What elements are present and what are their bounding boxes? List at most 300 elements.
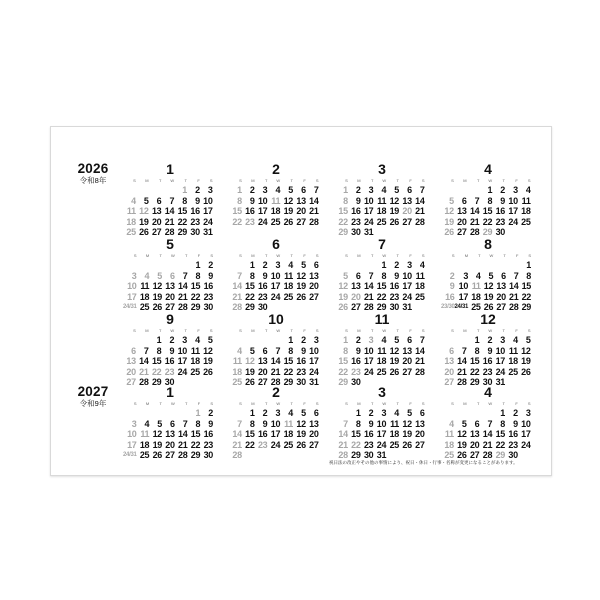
day-cell: 21 — [164, 216, 175, 227]
day-cell: 7 — [313, 185, 319, 195]
week-row — [441, 367, 531, 378]
day-cell: 5 — [288, 185, 293, 195]
day-cell: 29 — [469, 377, 480, 388]
year-number: 2026 — [77, 161, 109, 176]
day-cell — [175, 260, 188, 271]
day-cell: 26 — [152, 450, 162, 461]
day-cell: 13 — [351, 281, 361, 292]
day-cell: 12 — [389, 345, 399, 356]
weekday-header: S — [210, 401, 213, 406]
weekday-header: W — [170, 253, 175, 258]
day-cell: 23 — [203, 291, 213, 302]
day-cell: 26 — [203, 366, 213, 377]
weekday-header: F — [515, 328, 518, 333]
month-number: 1 — [166, 384, 174, 400]
day-cell: 12 — [521, 345, 531, 356]
day-cell: 15 — [495, 429, 505, 440]
month-day-grid — [229, 252, 319, 313]
day-cell: 2 — [169, 335, 175, 345]
day-cell: 19 — [203, 356, 213, 367]
weekday-header: T — [264, 401, 268, 406]
day-cell: 14 — [482, 429, 493, 440]
day-cell: 13 — [402, 195, 412, 206]
day-cell: 1 — [381, 260, 387, 270]
day-cell: 1 — [526, 260, 531, 270]
day-cell: 4 — [237, 345, 242, 356]
day-cell: 3 — [131, 418, 137, 429]
day-cell: 8 — [487, 195, 493, 206]
month-day-grid — [123, 327, 213, 388]
weekday-header: S — [527, 178, 531, 183]
weekday-header: S — [345, 178, 348, 183]
day-cell: 29 — [338, 227, 348, 238]
weekday-header: M — [251, 253, 255, 258]
day-cell: 9 — [513, 418, 518, 429]
week-row — [335, 206, 425, 217]
weekday-header: T — [159, 253, 162, 258]
day-cell: 2 — [208, 408, 213, 418]
day-cell: 11 — [390, 418, 399, 429]
day-cell: 9 — [487, 345, 493, 356]
weekday-header-row — [441, 252, 531, 260]
week-row — [229, 335, 319, 346]
day-cell: 19 — [296, 429, 306, 440]
day-cell: 22 — [190, 439, 201, 450]
day-cell: 7 — [275, 345, 281, 356]
week-row — [123, 408, 213, 419]
day-cell — [454, 335, 467, 346]
month-number: 2 — [272, 384, 280, 400]
day-cell: 3 — [182, 335, 187, 345]
weekday-header: S — [421, 178, 425, 183]
day-cell: 27 — [151, 227, 162, 238]
weekday-header: W — [170, 401, 175, 406]
day-cell: 1 — [355, 408, 361, 418]
day-cell: 17 — [257, 206, 268, 217]
day-cell: 10 — [127, 429, 137, 440]
day-cell: 13 — [415, 418, 425, 429]
day-cell: 23 — [351, 216, 361, 227]
day-cell: 1 — [237, 185, 242, 195]
day-cell: 7 — [487, 418, 493, 429]
day-cell: 19 — [389, 356, 399, 367]
day-cell: 2 — [301, 335, 306, 345]
day-cell: 9 — [301, 345, 306, 356]
day-cell: 17 — [203, 206, 213, 217]
month-number: 3 — [378, 161, 386, 177]
day-cell: 21 — [508, 291, 519, 302]
day-cell — [280, 450, 293, 461]
day-cell: 19 — [521, 356, 531, 367]
day-cell: 24/31 — [454, 304, 469, 311]
day-cell: 26 — [296, 439, 306, 450]
month-block — [229, 311, 319, 388]
day-cell: 6 — [474, 418, 480, 429]
day-cell: 19 — [152, 291, 162, 302]
day-cell: 13 — [444, 356, 454, 367]
day-cell: 20 — [496, 291, 506, 302]
day-cell: 11 — [508, 345, 518, 356]
day-cell: 25 — [389, 439, 399, 450]
day-cell: 20 — [444, 366, 454, 377]
day-cell: 10 — [376, 418, 387, 429]
day-cell: 11 — [377, 195, 387, 206]
month-number: 4 — [484, 161, 492, 177]
weekday-header: S — [239, 401, 242, 406]
day-cell: 14 — [508, 281, 519, 292]
day-cell — [454, 408, 467, 419]
day-cell: 1 — [487, 185, 493, 195]
day-cell: 5 — [249, 345, 255, 356]
month-number: 8 — [484, 236, 492, 252]
day-cell: 22 — [177, 216, 187, 227]
day-cell: 16 — [482, 356, 493, 367]
weekday-header: W — [489, 253, 494, 258]
day-cell: 21 — [469, 216, 480, 227]
day-cell: 25 — [376, 216, 387, 227]
day-cell: 27 — [165, 302, 175, 313]
day-cell: 8 — [500, 418, 505, 429]
day-cell: 5 — [157, 418, 162, 429]
day-cell — [441, 335, 454, 346]
weekday-header: S — [133, 253, 137, 258]
day-cell: 26 — [338, 302, 348, 313]
day-cell: 31 — [309, 377, 319, 388]
weekday-header-row — [229, 252, 319, 260]
weekday-header: S — [345, 401, 348, 406]
month-number: 1 — [166, 161, 174, 177]
weekday-header: W — [488, 178, 493, 183]
day-cell: 11 — [471, 281, 481, 292]
day-cell: 24/31 — [123, 452, 137, 459]
day-cell: 10 — [363, 195, 374, 206]
day-cell: 29 — [482, 227, 493, 238]
day-cell: 3 — [525, 408, 531, 418]
day-cell: 25 — [471, 302, 481, 313]
day-cell — [441, 408, 454, 419]
day-cell: 15 — [482, 206, 493, 217]
weekday-header: S — [451, 253, 455, 258]
weekday-header: W — [170, 328, 175, 333]
week-row — [335, 281, 425, 292]
day-cell: 22 — [338, 366, 348, 377]
week-row — [123, 356, 213, 367]
month-number: 2 — [272, 161, 280, 177]
day-cell: 28 — [270, 377, 281, 388]
day-cell: 29 — [351, 450, 361, 461]
weekday-header: F — [515, 178, 518, 183]
week-row — [335, 292, 425, 303]
day-cell: 21 — [415, 206, 425, 217]
day-cell: 11 — [444, 429, 454, 440]
day-cell: 6 — [461, 195, 467, 206]
weekday-header-row — [335, 177, 425, 185]
day-cell: 20 — [296, 206, 306, 217]
day-cell: 1 — [156, 335, 162, 345]
day-cell: 31 — [402, 302, 412, 313]
day-cell: 10 — [257, 195, 268, 206]
day-cell: 9 — [262, 418, 268, 429]
month-number: 4 — [484, 384, 492, 400]
day-cell: 4 — [131, 195, 136, 206]
weekday-header: F — [303, 328, 306, 333]
day-cell: 10 — [270, 418, 281, 429]
day-cell: 10 — [521, 418, 531, 429]
day-cell: 3 — [407, 260, 412, 270]
day-cell: 1 — [288, 335, 293, 345]
week-row — [123, 346, 213, 357]
weekday-header: W — [488, 401, 493, 406]
day-cell: 7 — [419, 335, 425, 345]
day-cell: 25 — [376, 366, 387, 377]
day-cell: 6 — [419, 408, 425, 418]
week-row — [441, 271, 531, 282]
weekday-header: T — [184, 178, 187, 183]
day-cell: 24/31 — [123, 304, 137, 311]
day-cell: 5 — [407, 408, 412, 418]
day-cell — [229, 408, 242, 419]
year-2027-label — [71, 384, 115, 409]
weekday-header: F — [197, 253, 201, 258]
day-cell: 12 — [139, 206, 149, 217]
day-cell: 4 — [275, 185, 281, 195]
month-day-grid — [123, 400, 213, 461]
day-cell — [137, 408, 150, 419]
day-cell: 11 — [126, 206, 136, 217]
week-row — [229, 271, 319, 282]
day-cell: 4 — [381, 335, 387, 345]
day-cell: 1 — [343, 335, 348, 345]
day-cell: 24 — [376, 439, 387, 450]
day-cell: 24 — [177, 366, 187, 377]
weekday-header: F — [409, 401, 412, 406]
week-row — [229, 217, 319, 228]
day-cell: 3 — [368, 185, 374, 195]
day-cell: 5 — [157, 270, 162, 281]
day-cell: 15 — [351, 429, 361, 440]
day-cell: 20 — [402, 356, 412, 367]
day-cell: 26 — [296, 291, 306, 302]
day-cell: 30 — [351, 377, 361, 388]
day-cell: 20 — [402, 206, 412, 217]
month-number: 10 — [268, 311, 284, 327]
day-cell: 26 — [457, 450, 467, 461]
day-cell: 9 — [500, 195, 505, 206]
era-name: 令和8年 — [79, 176, 107, 185]
day-cell: 16 — [363, 429, 374, 440]
day-cell: 3 — [313, 335, 319, 345]
weekday-header: T — [290, 178, 293, 183]
weekday-header: F — [197, 401, 201, 406]
week-row — [441, 408, 531, 419]
day-cell: 7 — [237, 418, 242, 429]
day-cell: 17 — [495, 356, 505, 367]
month-day-grid — [229, 177, 319, 227]
day-cell: 26 — [283, 216, 293, 227]
day-cell: 20 — [165, 439, 175, 450]
week-row — [229, 196, 319, 207]
day-cell: 21 — [482, 439, 493, 450]
week-row — [441, 356, 531, 367]
day-cell: 21 — [232, 291, 242, 302]
day-cell: 5 — [143, 195, 149, 206]
day-cell: 19 — [389, 206, 399, 217]
day-cell: 3 — [381, 408, 387, 418]
day-cell: 26 — [389, 366, 399, 377]
day-cell: 8 — [526, 270, 531, 281]
weekday-header: T — [264, 328, 268, 333]
week-row — [441, 206, 531, 217]
day-cell: 13 — [309, 270, 319, 281]
day-cell: 7 — [513, 270, 519, 281]
day-cell: 23 — [363, 439, 374, 450]
day-cell: 9 — [169, 345, 175, 356]
day-cell: 23/30 — [441, 304, 455, 311]
day-cell: 17 — [177, 356, 187, 367]
day-cell: 8 — [474, 345, 480, 356]
day-cell — [123, 185, 136, 196]
month-day-grid — [123, 252, 213, 313]
day-cell: 8 — [195, 270, 201, 281]
day-cell: 15 — [245, 429, 255, 440]
day-cell: 3 — [275, 408, 281, 418]
day-cell: 17 — [363, 206, 374, 217]
day-cell: 12 — [483, 281, 494, 292]
weekday-header: T — [185, 401, 188, 406]
day-cell: 13 — [309, 418, 319, 429]
day-cell: 17 — [127, 291, 137, 302]
day-cell: 30 — [363, 450, 374, 461]
week-row — [229, 419, 319, 430]
day-cell: 4 — [144, 418, 150, 429]
day-cell: 6 — [131, 345, 136, 356]
day-cell: 5 — [525, 335, 531, 345]
day-cell: 1 — [182, 185, 187, 195]
day-cell: 13 — [165, 429, 175, 440]
day-cell: 15 — [338, 206, 348, 217]
day-cell — [518, 450, 531, 461]
day-cell: 26 — [521, 366, 531, 377]
day-cell — [229, 260, 242, 271]
day-cell: 30 — [190, 227, 200, 238]
day-cell: 16 — [164, 356, 175, 367]
day-cell: 28 — [482, 450, 493, 461]
holiday-change-note: 祝日法の改正やその他の事情により、祝日・休日・行事・名称が変更になることがあります。 — [329, 460, 518, 465]
day-cell: 20 — [309, 429, 319, 440]
day-cell: 17 — [376, 429, 387, 440]
weekday-header: M — [145, 178, 149, 183]
day-cell: 9 — [449, 281, 455, 292]
day-cell: 14 — [164, 206, 175, 217]
day-cell: 16 — [495, 206, 505, 217]
day-cell: 17 — [508, 206, 518, 217]
day-cell: 4 — [288, 260, 293, 270]
day-cell: 12 — [389, 195, 399, 206]
day-cell — [123, 408, 137, 419]
month-block — [123, 311, 213, 388]
weekday-header: F — [515, 253, 519, 258]
day-cell — [149, 408, 162, 419]
day-cell: 25 — [415, 291, 425, 302]
day-cell: 22 — [245, 439, 255, 450]
day-cell: 28 — [164, 227, 175, 238]
month-block — [441, 236, 531, 313]
week-row — [229, 206, 319, 217]
day-cell: 10 — [363, 345, 374, 356]
weekday-header: T — [396, 328, 399, 333]
day-cell: 6 — [156, 195, 162, 206]
day-cell — [149, 185, 162, 196]
weekday-header: T — [158, 328, 162, 333]
weekday-header: W — [276, 253, 281, 258]
day-cell: 14 — [270, 356, 281, 367]
weekday-header: W — [382, 401, 387, 406]
day-cell: 20 — [165, 291, 175, 302]
day-cell: 23 — [190, 216, 200, 227]
day-cell: 16 — [203, 429, 213, 440]
day-cell: 21 — [457, 366, 467, 377]
day-cell: 7 — [182, 418, 188, 429]
day-cell: 10 — [270, 270, 281, 281]
day-cell: 14 — [139, 356, 149, 367]
day-cell: 21 — [178, 439, 188, 450]
day-cell: 23 — [482, 366, 493, 377]
weekday-header: S — [345, 253, 348, 258]
day-cell: 2 — [500, 185, 505, 195]
week-row — [123, 196, 213, 207]
day-cell — [267, 450, 280, 461]
week-row — [441, 185, 531, 196]
day-cell — [175, 408, 188, 419]
month-number: 7 — [378, 236, 386, 252]
day-cell: 14 — [469, 206, 480, 217]
year-number: 2027 — [77, 384, 109, 399]
weekday-header: T — [370, 178, 374, 183]
week-row — [123, 292, 213, 303]
day-cell: 22 — [376, 291, 387, 302]
day-cell — [481, 260, 494, 271]
weekday-header: W — [170, 178, 175, 183]
weekday-header: M — [463, 178, 467, 183]
day-cell: 23 — [257, 439, 268, 450]
day-cell: 28 — [232, 450, 242, 461]
day-cell: 19 — [457, 439, 467, 450]
month-day-grid — [229, 400, 319, 461]
month-number: 3 — [378, 384, 386, 400]
day-cell: 5 — [301, 260, 306, 270]
week-row — [441, 429, 531, 440]
day-cell — [161, 185, 174, 196]
day-cell: 14 — [178, 281, 188, 292]
day-cell: 17 — [521, 429, 531, 440]
day-cell: 30 — [296, 377, 306, 388]
day-cell — [293, 450, 306, 461]
weekday-header: T — [396, 253, 399, 258]
day-cell: 10 — [127, 281, 137, 292]
week-row — [335, 408, 425, 419]
day-cell: 14 — [232, 281, 242, 292]
day-cell: 16 — [389, 281, 399, 292]
day-cell: 22 — [232, 216, 242, 227]
day-cell: 16 — [351, 356, 361, 367]
weekday-header: F — [409, 178, 412, 183]
day-cell: 16 — [445, 291, 455, 302]
weekday-header: M — [463, 328, 467, 333]
day-cell: 24 — [257, 216, 268, 227]
weekday-header: F — [409, 253, 412, 258]
day-cell: 3 — [463, 270, 469, 281]
day-cell: 22 — [190, 291, 201, 302]
